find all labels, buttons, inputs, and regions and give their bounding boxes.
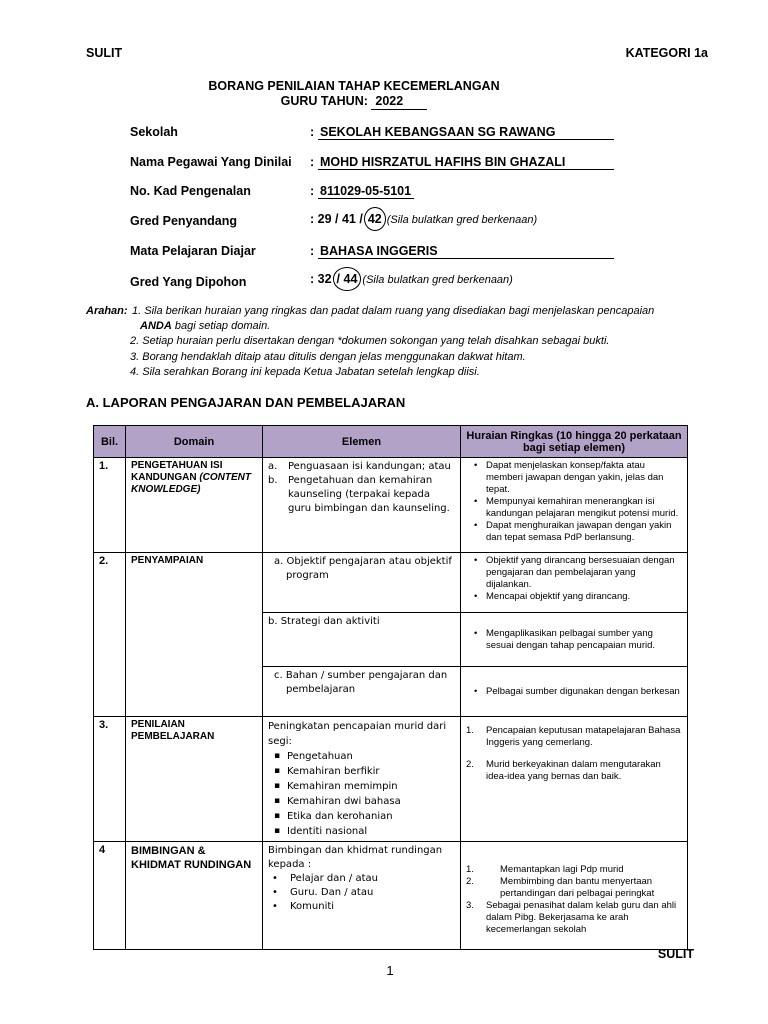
value-nama: MOHD HISRZATUL HAFIHS BIN GHAZALI: [318, 155, 614, 170]
colon: :: [310, 125, 315, 139]
row2-el-a: a. Objektif pengajaran atau objektif program: [274, 556, 452, 581]
section-a-heading: A. LAPORAN PENGAJARAN DAN PEMBELAJARAN: [86, 395, 406, 410]
header-bil: Bil.: [94, 426, 126, 458]
arahan-1b: [86, 319, 696, 334]
header-elemen: Elemen: [263, 426, 461, 458]
list-item: • Komuniti: [284, 900, 455, 914]
row1-huraian: [461, 458, 688, 553]
row1-el-a-num: a.: [268, 461, 278, 472]
circled-dipohon: / 44: [333, 267, 362, 291]
colon: :: [310, 244, 315, 258]
label-sekolah: Sekolah: [130, 125, 178, 139]
value-sekolah: SEKOLAH KEBANGSAAN SG RAWANG: [318, 125, 614, 140]
row4-el-intro: Bimbingan dan khidmat rundingan kepada :: [268, 845, 443, 870]
list-item: ▪ Pengetahuan: [287, 749, 455, 764]
row1-domain-main: PENGETAHUAN ISI KANDUNGAN: [131, 460, 223, 483]
row3-el-intro: Peningkatan pencapaian murid dari segi:: [268, 721, 447, 747]
row4-bil: 4: [94, 842, 126, 950]
list-item: [466, 876, 682, 900]
arahan-1: 1. Sila berikan huraian yang ringkas dan padat dalam ruang yang disediakan bagi menjelaskan pencapaian: [132, 305, 655, 317]
list-item: • Dapat menghuraikan jawapan dengan yakin dan tepat semasa PdP berlansung.: [486, 520, 682, 544]
arahan-3: 3. Borang hendaklah ditaip atau ditulis dengan jelas menggunakan dakwat hitam.: [130, 350, 526, 363]
list-item: • Guru. Dan / atau: [284, 886, 455, 900]
header-domain: Domain: [126, 426, 263, 458]
list-item: ▪ Kemahiran memimpin: [287, 779, 455, 794]
header-huraian: Huraian Ringkas (10 hingga 20 perkataan bagi setiap elemen): [461, 426, 688, 458]
header-kategori: KATEGORI 1a: [625, 46, 708, 60]
list-item: [466, 759, 682, 783]
row2-elemen-c: [263, 667, 461, 717]
list-item: • Mencapai objektif yang dirancang.: [486, 591, 682, 603]
value-kp: 811029-05-5101: [318, 184, 414, 199]
item-text: Sebagai penasihat dalam kelab guru dan ahli dalam Pibg. Bekerjasama ke arah kecemerlangan sekolah: [486, 900, 677, 935]
list-item: ▪ Kemahiran berfikir: [287, 764, 455, 779]
label-gred-penyandang: Gred Penyandang: [130, 214, 237, 228]
label-nama: Nama Pegawai Yang Dinilai: [130, 155, 292, 169]
row1-elemen: [263, 458, 461, 553]
item-text: Murid berkeyakinan dalam mengutarakan idea-idea yang bernas dan baik.: [486, 759, 661, 782]
item-number: 2.: [466, 876, 474, 887]
row2-huraian-c: [461, 667, 688, 717]
arahan-anda: ANDA: [140, 320, 172, 333]
row4-huraian: [461, 842, 688, 950]
item-text: Pencapaian keputusan matapelajaran Bahasa Inggeris yang cemerlang.: [486, 725, 681, 748]
form-title: BORANG PENILAIAN TAHAP KECEMERLANGAN: [208, 79, 500, 93]
page-number: 1: [386, 963, 394, 978]
row1-domain: [126, 458, 263, 553]
label-kp: No. Kad Pengenalan: [130, 184, 251, 198]
list-item: • Mempunyai kemahiran menerangkan isi kandungan pelajaran mengikut potensi murid.: [486, 496, 682, 520]
colon: :: [310, 155, 315, 169]
dipohon-prefix: 32: [317, 272, 332, 286]
row2-el-c: c. Bahan / sumber pengajaran dan pembelajaran: [274, 670, 448, 695]
item-number: 3.: [466, 900, 474, 911]
list-item: ▪ Identiti nasional: [287, 824, 455, 839]
row3-huraian: [461, 717, 688, 842]
row1-el-a: Penguasaan isi kandungan; atau: [288, 461, 451, 472]
arahan-2: 2. Setiap huraian perlu disertakan dengan *dokumen sokongan yang telah disahkan sebagai bukti.: [130, 335, 610, 348]
table-header-row: [94, 426, 688, 458]
label-gred-dipohon: Gred Yang Dipohon: [130, 275, 247, 289]
item-text: Membimbing dan bantu menyertaan pertandingan dari pelbagai peringkat: [500, 876, 655, 899]
list-item: • Mengaplikasikan pelbagai sumber yang sesuai dengan tahap pencapaian murid.: [486, 628, 682, 652]
list-item: ▪ Etika dan kerohanian: [287, 809, 455, 824]
row4-domain: BIMBINGAN & KHIDMAT RUNDINGAN: [126, 842, 263, 950]
gred-dipohon-line: : 32 / 44 (Sila bulatkan gred berkenaan): [310, 267, 513, 291]
footer-sulit: SULIT: [657, 947, 694, 961]
row2-bil: 2.: [94, 553, 126, 717]
table-row: [94, 842, 688, 950]
row3-elemen: [263, 717, 461, 842]
row1-el-b-num: b.: [268, 475, 278, 486]
list-item: • Dapat menjelaskan konsep/fakta atau memberi jawapan dengan yakin, jelas dan tepat.: [486, 460, 682, 496]
header-sulit: SULIT: [86, 46, 123, 60]
gred-note: (Sila bulatkan gred berkenaan): [386, 214, 538, 226]
row2-huraian-b: [461, 613, 688, 667]
row2-elemen-b: b. Strategi dan aktiviti: [263, 613, 461, 667]
list-item: [466, 864, 682, 876]
row2-huraian-a: [461, 553, 688, 613]
list-item: • Pelajar dan / atau: [284, 872, 455, 886]
row2-domain: PENYAMPAIAN: [126, 553, 263, 717]
label-mata-pelajaran: Mata Pelajaran Diajar: [130, 244, 256, 258]
row4-elemen: [263, 842, 461, 950]
form-subtitle: [0, 94, 738, 110]
dipohon-note: (Sila bulatkan gred berkenaan): [362, 274, 513, 286]
row3-bil: 3.: [94, 717, 126, 842]
colon: :: [310, 184, 315, 198]
table-row: [94, 458, 688, 553]
row1-bil: 1.: [94, 458, 126, 553]
list-item: ▪ Kemahiran dwi bahasa: [287, 794, 455, 809]
instructions: [86, 304, 696, 380]
item-number: 1.: [466, 864, 474, 875]
row2-elemen-a: [263, 553, 461, 613]
arahan-1b-rest: bagi setiap domain.: [174, 320, 271, 333]
gred-penyandang-line: : 29 / 41 / 42 (Sila bulatkan gred berkenaan): [310, 207, 537, 231]
table-row: [94, 717, 688, 842]
arahan-label: Arahan:: [86, 305, 128, 317]
item-text: Memantapkan lagi Pdp murid: [500, 864, 624, 875]
list-item: [466, 900, 682, 936]
report-table: [93, 425, 688, 950]
item-number: 2.: [466, 759, 474, 770]
circled-gred: 42: [364, 207, 386, 231]
table-row: [94, 553, 688, 613]
year-value: 2022: [371, 94, 427, 110]
gred-prefix: 29 / 41 /: [317, 212, 363, 226]
list-item: [466, 725, 682, 749]
list-item: • Pelbagai sumber digunakan dengan berkesan: [486, 686, 682, 698]
list-item: • Objektif yang dirancang bersesuaian dengan pengajaran dan pembelajaran yang dijalankan.: [486, 555, 682, 591]
item-number: 1.: [466, 725, 474, 736]
row3-domain: PENILAIAN PEMBELAJARAN: [126, 717, 263, 842]
value-mata-pelajaran: BAHASA INGGERIS: [318, 244, 614, 259]
row1-el-b: Pengetahuan dan kemahiran kaunseling (terpakai kepada guru bimbingan dan kaunseling.: [288, 475, 450, 514]
subtitle-prefix: GURU TAHUN:: [280, 94, 368, 108]
row1-domain-english: (CONTENT KNOWLEDGE): [131, 472, 252, 495]
arahan-4: 4. Sila serahkan Borang ini kepada Ketua Jabatan setelah lengkap diisi.: [130, 365, 480, 378]
